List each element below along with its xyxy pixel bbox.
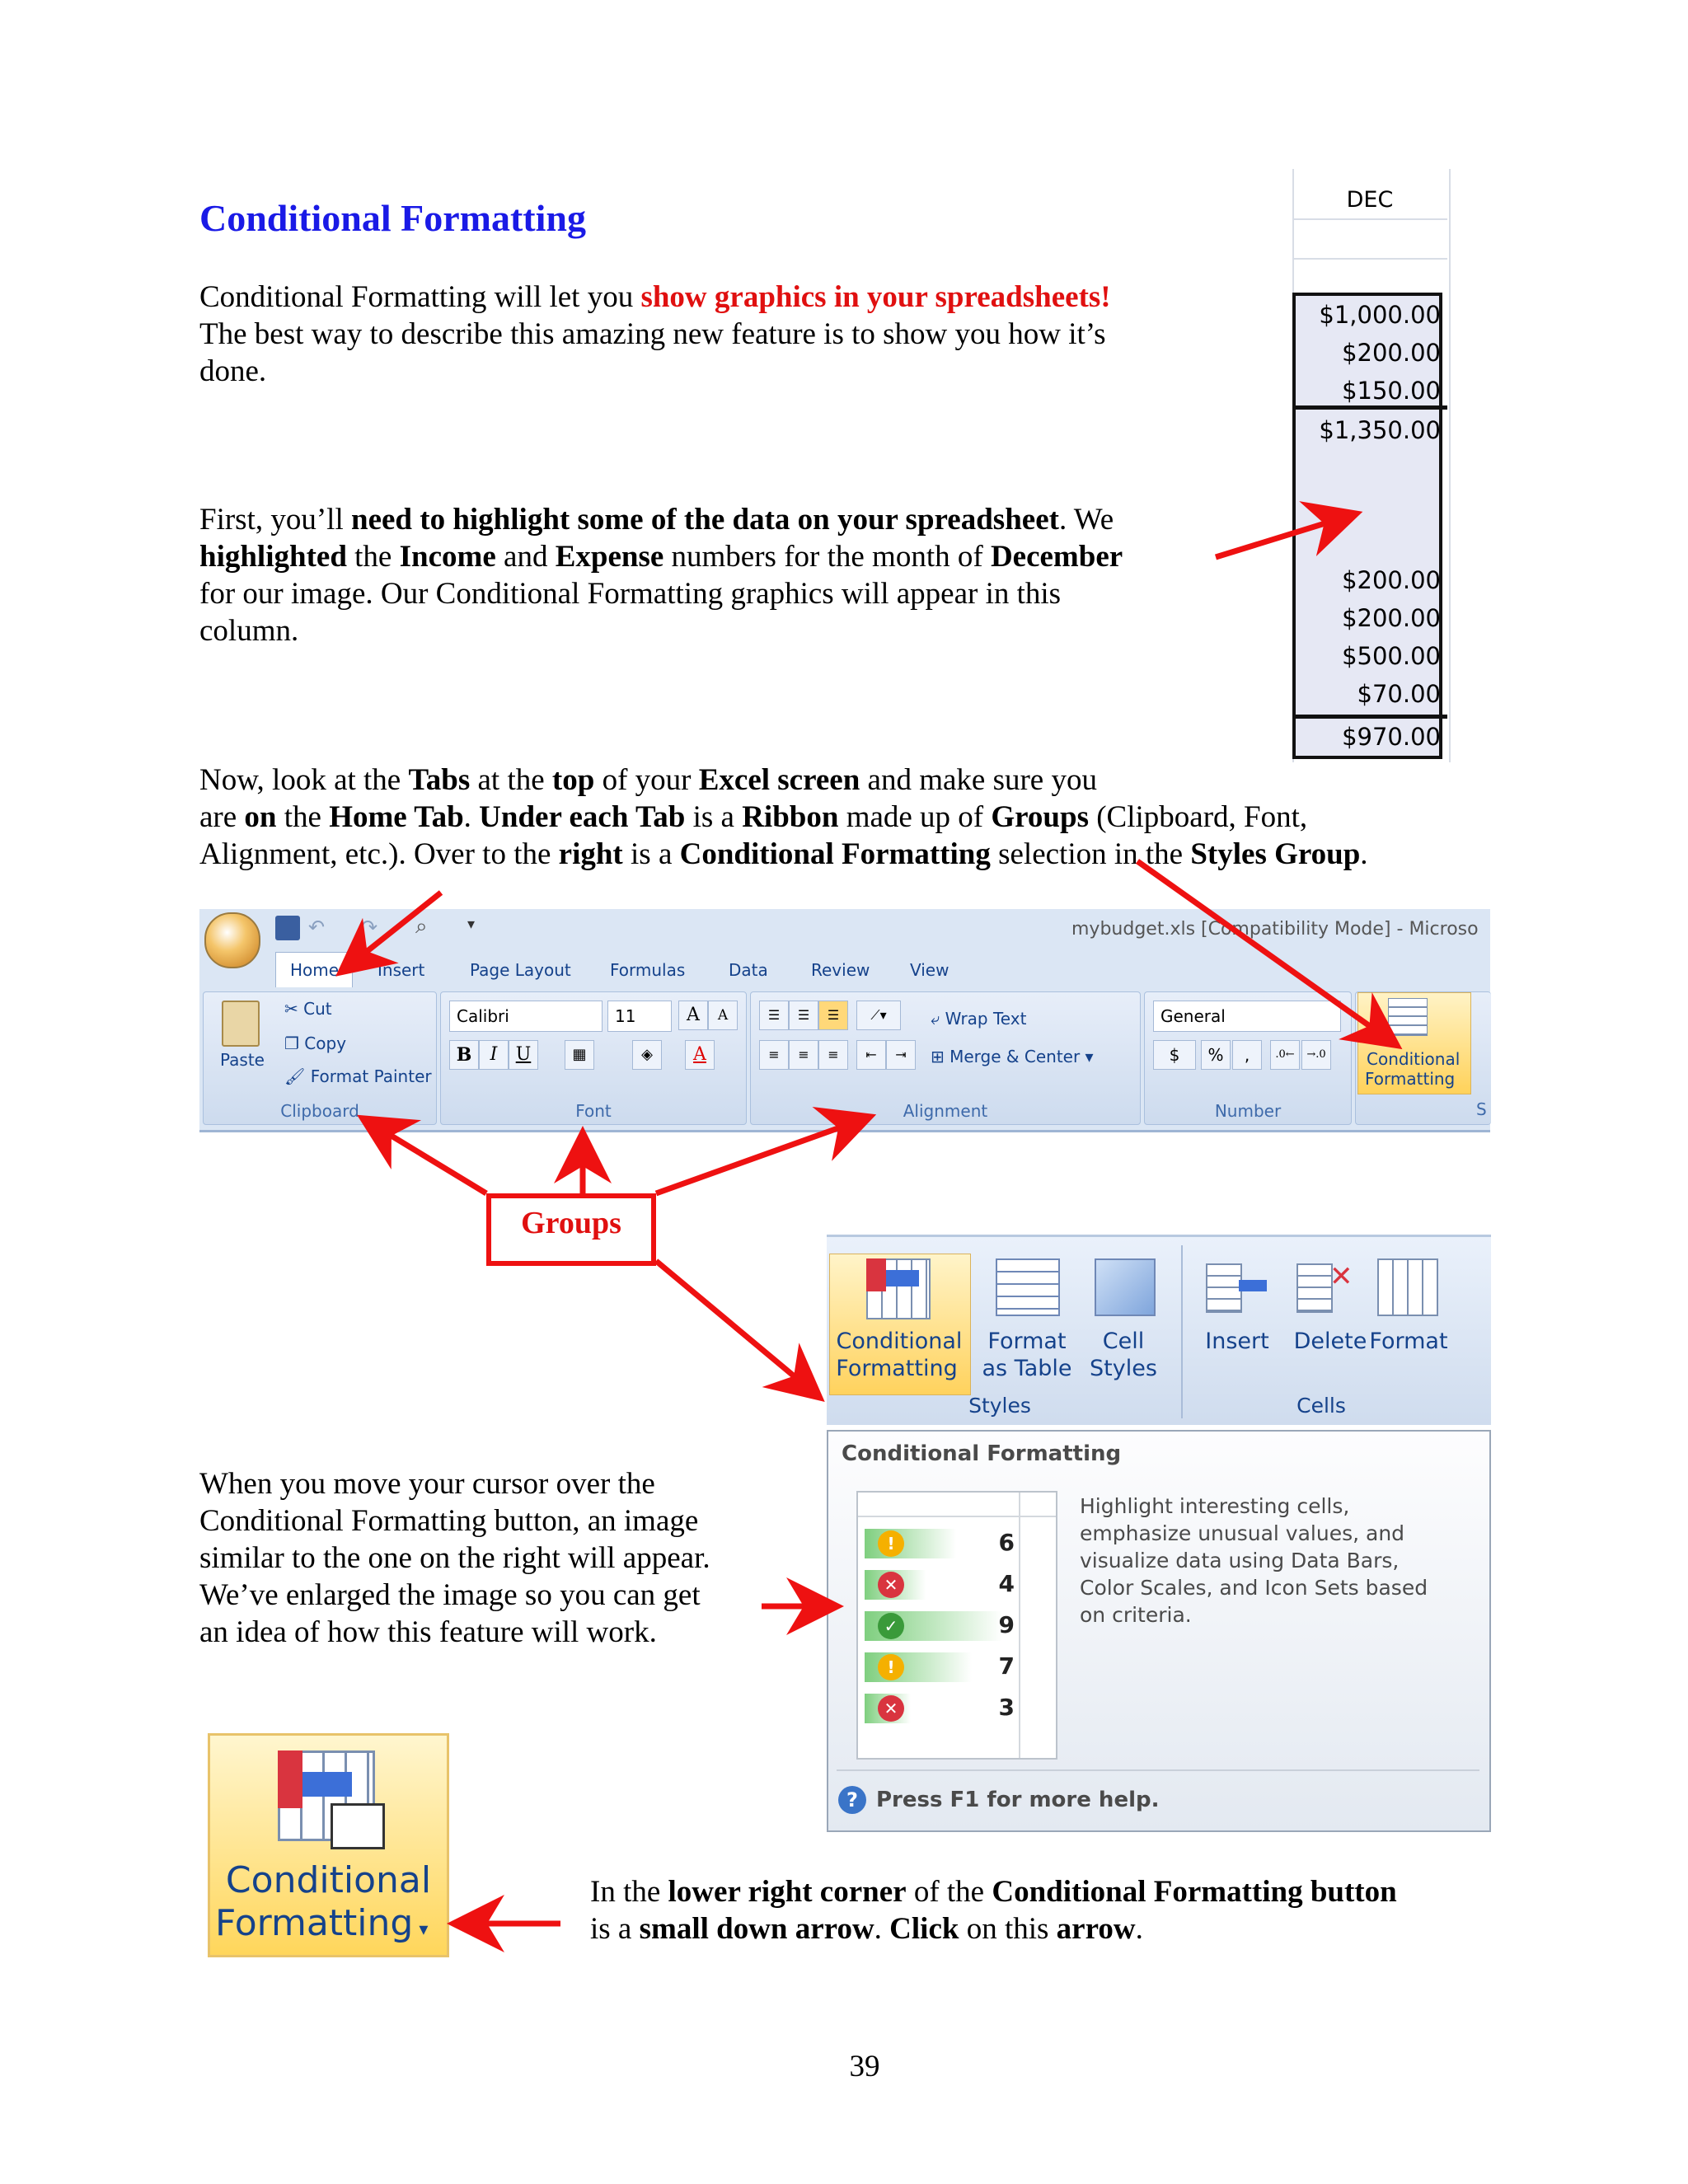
font-group-label: Font <box>575 1101 612 1121</box>
cells-group-label: Cells <box>1296 1394 1346 1418</box>
expense-total-cell: $970.00 <box>1342 723 1441 751</box>
brush-icon: 🖌 <box>284 1066 311 1086</box>
align-right-icon: ≡ <box>828 1047 839 1062</box>
number-group-label: Number <box>1214 1101 1282 1121</box>
cf-button-line1: Conditional <box>1367 1049 1461 1069</box>
tooltip-value: 3 <box>998 1694 1015 1721</box>
arrow-to-home-tab <box>345 893 441 969</box>
cf-label-1: Conditional <box>836 1329 963 1354</box>
page-number: 39 <box>849 2050 880 2083</box>
error-icon: ✕ <box>878 1695 904 1722</box>
tab-data[interactable]: Data <box>729 960 768 980</box>
arrow-to-dec-column <box>1216 515 1352 557</box>
scissors-icon: ✂ <box>284 999 304 1019</box>
arrow-paragraph: In the lower right corner of the Conditional Formatting button is a small down arrow. Click on this arrow. <box>590 1875 1397 1946</box>
intro-line-3: done. <box>199 354 267 388</box>
grow-font-button[interactable]: A <box>678 1001 708 1030</box>
customize-toolbar-icon[interactable]: ▾ <box>467 916 476 933</box>
delete-cells-button[interactable]: Delete <box>1293 1329 1367 1354</box>
number-format-dropdown[interactable]: General <box>1153 1001 1341 1032</box>
intro-highlight: show graphics in your spreadsheets! <box>640 280 1111 314</box>
tab-formulas[interactable]: Formulas <box>610 960 686 980</box>
format-painter-button[interactable]: 🖌 Format Painter <box>284 1066 432 1086</box>
decrease-decimal-icon: →.0 <box>1306 1048 1326 1061</box>
align-bottom-icon: ☰ <box>827 1007 840 1023</box>
cf-label-2: Formatting <box>836 1356 958 1381</box>
increase-decimal-icon: .0← <box>1275 1048 1295 1061</box>
enlarged-cf-label-1: Conditional <box>225 1859 432 1901</box>
tab-page-layout[interactable]: Page Layout <box>470 960 571 980</box>
page-title: Conditional Formatting <box>199 197 586 239</box>
tab-review[interactable]: Review <box>811 960 870 980</box>
insert-cells-button[interactable]: Insert <box>1205 1329 1269 1354</box>
format-as-table-label-1[interactable]: Format <box>987 1329 1067 1354</box>
income-cell: $1,000.00 <box>1319 301 1441 329</box>
tooltip-title: Conditional Formatting <box>842 1441 1122 1466</box>
window-title: mybudget.xls [Compatibility Mode] - Microso <box>1071 919 1479 940</box>
bold-button[interactable]: B <box>449 1040 479 1070</box>
font-size-dropdown[interactable]: 11 <box>607 1001 672 1032</box>
align-middle-icon: ☰ <box>797 1007 810 1023</box>
enlarged-cf-label-2: Formatting ▾ <box>215 1902 429 1944</box>
groups-callout-label: Groups <box>521 1206 621 1240</box>
income-total-cell: $1,350.00 <box>1319 416 1441 444</box>
delete-x-icon: ✕ <box>1329 1260 1353 1293</box>
merge-icon: ⊞ <box>931 1047 950 1066</box>
styles-group-label: Styles <box>968 1394 1031 1418</box>
merge-center-button[interactable]: ⊞ Merge & Center ▾ <box>931 1047 1094 1066</box>
error-icon: ✕ <box>878 1572 904 1598</box>
cell-styles-label-2[interactable]: Styles <box>1090 1356 1157 1381</box>
font-name-dropdown[interactable]: Calibri <box>449 1001 603 1032</box>
arrow-to-alignment-group <box>656 1118 865 1193</box>
tab-insert[interactable]: Insert <box>377 960 425 980</box>
decrease-indent-icon: ⇤ <box>865 1047 877 1062</box>
income-cell: $200.00 <box>1342 339 1441 367</box>
currency-button[interactable]: $ <box>1153 1040 1196 1070</box>
income-cell: $150.00 <box>1342 377 1441 405</box>
styles-group-label-cut: S <box>1476 1099 1487 1119</box>
print-preview-icon[interactable]: ⌕ <box>415 914 428 939</box>
wrap-text-icon: ⤶ <box>931 1009 945 1029</box>
tooltip-value: 6 <box>998 1529 1015 1556</box>
clipboard-group-label: Clipboard <box>280 1101 359 1121</box>
tooltip-value: 7 <box>998 1652 1015 1680</box>
format-cells-button[interactable]: Format <box>1369 1329 1448 1354</box>
redo-icon[interactable]: ↷ <box>361 916 378 939</box>
dec-header: DEC <box>1346 187 1394 213</box>
arrow-to-clipboard-group <box>367 1121 486 1193</box>
dropdown-arrow-icon[interactable]: ▾ <box>413 1919 429 1940</box>
format-as-table-label-2[interactable]: as Table <box>982 1356 1072 1381</box>
wrap-text-button[interactable]: ⤶ Wrap Text <box>931 1009 1027 1029</box>
tab-home-label: Home <box>290 960 340 980</box>
tooltip-help-text: Press F1 for more help. <box>876 1788 1160 1812</box>
copy-button[interactable]: ❐ Copy <box>284 1033 347 1053</box>
shrink-font-button[interactable]: A <box>708 1001 738 1030</box>
paint-bucket-icon: ◈ <box>641 1046 653 1063</box>
orientation-icon: ⟋▾ <box>870 1007 887 1023</box>
intro-line-2: The best way to describe this amazing new feature is to show you how it’s <box>199 317 1106 351</box>
borders-icon: ▦ <box>572 1046 587 1063</box>
font-color-button[interactable]: A <box>685 1040 715 1070</box>
cf-button-line2: Formatting <box>1365 1069 1456 1089</box>
expense-cell: $70.00 <box>1357 680 1441 708</box>
warning-icon: ! <box>878 1654 904 1680</box>
tooltip-description: Highlight interesting cells, emphasize unusual values, and visualize data using Data Bars, Color Scales, and Icon Sets based on criteria. <box>1080 1494 1428 1627</box>
highlight-paragraph: First, you’ll need to highlight some of the data on your spreadsheet. We highlighted the Income and Expense numbers for the month of December for our image. Our Conditional Formatting graphics will appear in this column. <box>199 503 1123 648</box>
arrow-to-styles-panel <box>656 1261 816 1394</box>
align-left-icon: ≡ <box>768 1047 780 1062</box>
align-top-icon: ☰ <box>767 1007 781 1023</box>
copy-icon: ❐ <box>284 1033 305 1053</box>
tabs-paragraph: Now, look at the Tabs at the top of your Excel screen and make sure you are on the Home Tab. Under each Tab is a Ribbon made up of Groups (Clipboard, Font, Alignment, etc.). Over to the right is a Conditional Formatting selection in the Styles Group. <box>199 763 1368 871</box>
underline-button[interactable]: U <box>509 1040 538 1070</box>
intro-text: Conditional Formatting will let you <box>199 280 641 314</box>
align-center-icon: ≡ <box>798 1047 809 1062</box>
paste-button[interactable]: Paste <box>220 1050 265 1070</box>
check-icon: ✓ <box>878 1613 904 1639</box>
warning-icon: ! <box>878 1530 904 1557</box>
tooltip-value: 4 <box>998 1570 1015 1597</box>
comma-button[interactable]: , <box>1232 1040 1262 1070</box>
help-icon: ? <box>838 1786 866 1814</box>
expense-cell: $200.00 <box>1342 566 1441 594</box>
arrow-to-cf-button <box>1137 861 1393 1043</box>
cursor-paragraph: When you move your cursor over the Conditional Formatting button, an image similar to the one on the right will appear. We’ve enlarged the image so you can get an idea of how this feature will work. <box>199 1467 710 1649</box>
cut-button[interactable]: ✂ Cut <box>284 999 332 1019</box>
expense-cell: $200.00 <box>1342 604 1441 632</box>
alignment-group-label: Alignment <box>903 1101 988 1121</box>
tooltip-value: 9 <box>998 1611 1015 1638</box>
increase-indent-icon: ⇥ <box>895 1047 907 1062</box>
expense-cell: $500.00 <box>1342 642 1441 670</box>
italic-button[interactable]: I <box>479 1040 509 1070</box>
percent-button[interactable]: % <box>1201 1040 1231 1070</box>
undo-icon[interactable]: ↶ <box>308 916 326 939</box>
cell-styles-label-1[interactable]: Cell <box>1102 1329 1145 1354</box>
tab-view[interactable]: View <box>910 960 950 980</box>
